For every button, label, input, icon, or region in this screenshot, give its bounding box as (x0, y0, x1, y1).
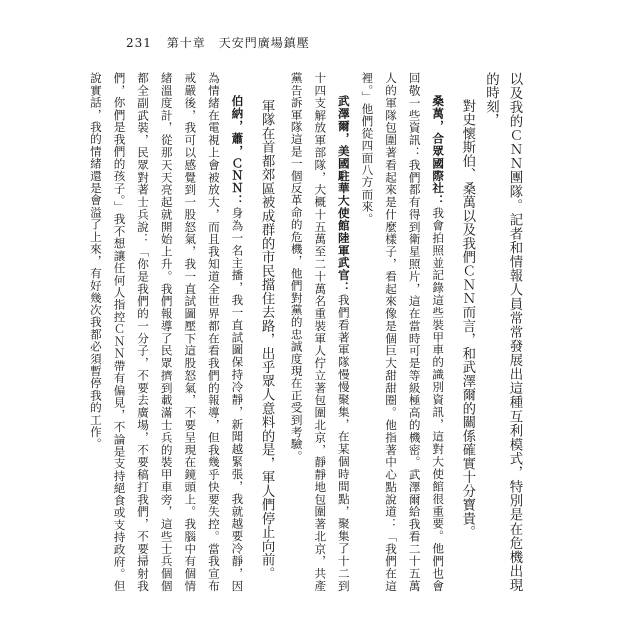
quote-wuzeer (284, 72, 355, 592)
quote-text: 我會拍照並記錄這些裝甲車的識別資訊，這對大使館很重要。他們也會回敬一些資訊：我們都有得到衛星照片，這在當時可是等級極高的機密。武澤爾給我看二十五萬人的軍隊包圍著看起來是什麼樣子，看起來像是個巨大甜甜圈。他指著中心點說道：「我們在這裡。」他們從四面八方而來。 (360, 72, 446, 592)
speaker-name: 桑萬，合眾國際社： (431, 95, 446, 208)
chapter-title: 第十章 天安門廣場鎮壓 (166, 36, 310, 50)
quote-sanwan (355, 72, 449, 592)
body-text (88, 72, 526, 592)
speaker-name: 武澤爾，美國駐華大使館陸軍武官： (336, 95, 351, 294)
speaker-name: 伯納，蕭，ＣＮＮ： (230, 95, 245, 208)
paragraph-2: 對史懷斯伯、桑萬以及我們ＣＮＮ而言，和武澤爾的關係確實十分寶貴。 (459, 98, 475, 539)
quote-bernard-shaw (83, 72, 248, 592)
quote-text: 我們看著軍隊慢慢聚集，在某個時間點，聚集了十二到十四支解放軍部隊，大概十五萬至二十萬名重裝軍人佇立著包圍北京，靜靜地包圍著北京，共產黨告訴軍隊這是一個反革命的危機，他們對黨的忠誠度現在正受到考驗。 (289, 72, 351, 592)
paragraph-3: 軍隊在首都郊區被成群的市民擋住去路，出乎眾人意料的是，軍人們停止向前。 (259, 98, 275, 581)
running-header (126, 34, 310, 51)
page-number: 231 (126, 36, 152, 50)
quote-text: 身為一名主播，我一直試圖保持冷靜，新聞越緊張，我就越要冷靜，因為情緒在電視上會被放大，而且我知道全世界都在看我們的報導，但我幾乎快要失控。當我宣布戒嚴後，我可以感覺到一股怒氣，我一直試圖壓下這股怒氣，不要呈現在鏡頭上。我腦中有個情緒溫度計，從那天天亮起就開始上升。我們報導了民眾擠到載滿士兵的裝甲車旁，這些士兵個個都全副武裝，民眾對著士兵說：「你是我們的一分子，不要去廣場，不要稿打我們，不要掃射我們，你們是我們的孩子。」我不想讓任何人指控ＣＮＮ帶有偏見，不論是支持絕食或支持政府。但說實話，我的情緒還是會溢了上來，有好幾次我都必須暫停我的工作。 (88, 72, 245, 592)
paragraph-1: 以及我的ＣＮＮ團隊。記者和情報人員常常發展出這種互利模式，特別是在危機出現的時刻， (483, 72, 522, 592)
